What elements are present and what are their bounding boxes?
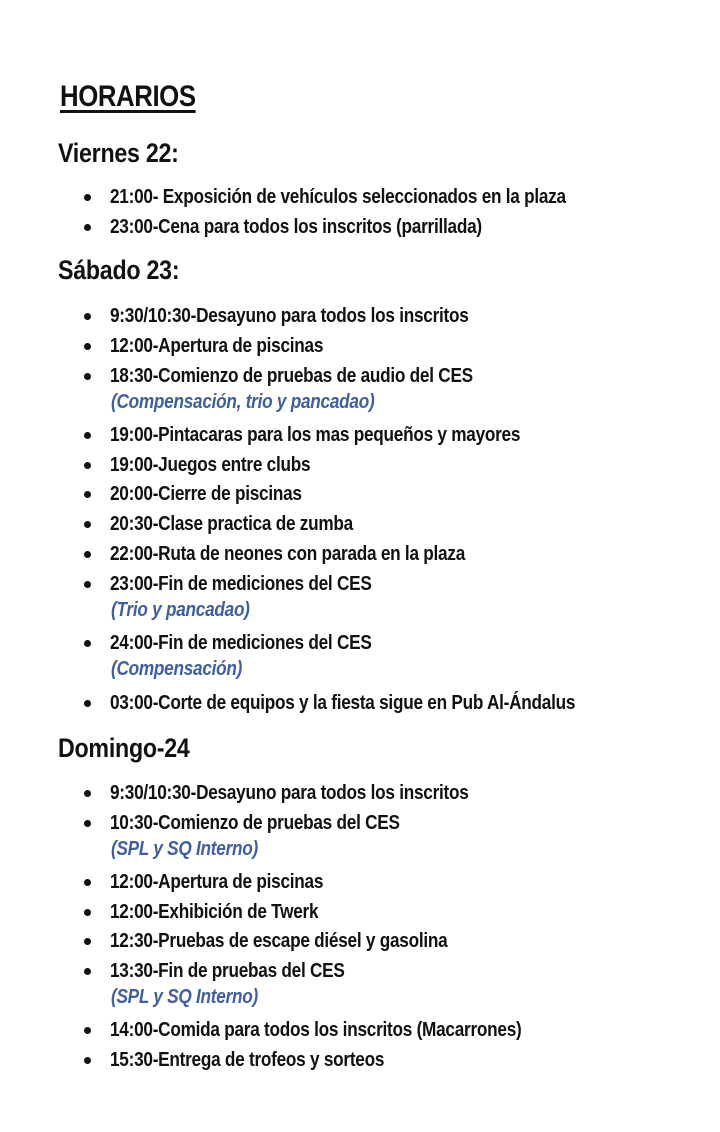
bullet-icon <box>84 313 91 320</box>
list-item <box>84 450 343 480</box>
list-item <box>84 926 502 956</box>
list-item <box>84 212 542 242</box>
item-text: 23:00-Fin de mediciones del CES <box>110 572 372 595</box>
item-text: 21:00- Exposición de vehículos seleccionados en la plaza <box>110 185 566 208</box>
bullet-icon <box>84 820 91 827</box>
item-text: 20:00-Cierre de piscinas <box>110 482 302 505</box>
bullet-icon <box>84 224 91 231</box>
bullet-icon <box>84 1057 91 1064</box>
item-text: 24:00-Fin de mediciones del CES <box>110 631 372 654</box>
list-item <box>84 301 527 331</box>
item-note: (SPL y SQ Interno) <box>111 838 258 860</box>
list-item <box>84 688 651 718</box>
bullet-icon <box>84 700 91 707</box>
bullet-icon <box>84 343 91 350</box>
list-item <box>84 361 532 391</box>
day-heading-sabado: Sábado 23: <box>58 255 180 285</box>
list-item <box>84 539 523 569</box>
item-note: (Compensación, trio y pancadao) <box>111 391 375 413</box>
item-text: 10:30-Comienzo de pruebas del CES <box>110 811 400 834</box>
list-item <box>84 182 640 212</box>
list-item <box>84 569 414 599</box>
list-item <box>84 479 333 509</box>
bullet-icon <box>84 551 91 558</box>
item-text: 9:30/10:30-Desayuno para todos los inscritos <box>110 781 469 804</box>
bullet-icon <box>84 462 91 469</box>
bullet-icon <box>84 521 91 528</box>
bullet-icon <box>84 640 91 647</box>
item-note: (SPL y SQ Interno) <box>111 986 258 1008</box>
item-text: 15:30-Entrega de trofeos y sorteos <box>110 1048 385 1071</box>
item-text: 13:30-Fin de pruebas del CES <box>110 959 345 982</box>
item-text: 9:30/10:30-Desayuno para todos los inscritos <box>110 304 469 327</box>
day-heading-domingo: Domingo-24 <box>58 733 190 763</box>
item-text: 12:00-Apertura de piscinas <box>110 870 324 893</box>
item-text: 22:00-Ruta de neones con parada en la plaza <box>110 542 466 565</box>
day-heading-viernes: Viernes 22: <box>58 138 179 168</box>
list-item <box>84 867 358 897</box>
list-item <box>84 628 414 658</box>
item-text: 14:00-Comida para todos los inscritos (Macarrones) <box>110 1018 522 1041</box>
bullet-icon <box>84 581 91 588</box>
list-item <box>84 509 393 539</box>
bullet-icon <box>84 790 91 797</box>
bullet-icon <box>84 1027 91 1034</box>
bullet-icon <box>84 938 91 945</box>
list-item <box>84 420 587 450</box>
bullet-icon <box>84 194 91 201</box>
item-text: 12:00-Exhibición de Twerk <box>110 900 319 923</box>
item-text: 19:00-Pintacaras para los mas pequeños y mayores <box>110 423 521 446</box>
bullet-icon <box>84 909 91 916</box>
list-item <box>84 1015 588 1045</box>
item-text: 23:00-Cena para todos los inscritos (parrillada) <box>110 215 482 238</box>
bullet-icon <box>84 968 91 975</box>
list-item <box>84 1045 429 1075</box>
list-item <box>84 808 447 838</box>
item-text: 20:30-Clase practica de zumba <box>110 512 353 535</box>
page-title: HORARIOS <box>60 80 196 113</box>
item-text: 12:30-Pruebas de escape diésel y gasolina <box>110 929 448 952</box>
list-item <box>84 956 383 986</box>
bullet-icon <box>84 432 91 439</box>
bullet-icon <box>84 879 91 886</box>
item-note: (Compensación) <box>111 658 243 680</box>
item-text: 12:00-Apertura de piscinas <box>110 334 324 357</box>
item-text: 03:00-Corte de equipos y la fiesta sigue en Pub Al-Ándalus <box>110 691 576 714</box>
item-text: 18:30-Comienzo de pruebas de audio del CES <box>110 364 473 387</box>
bullet-icon <box>84 491 91 498</box>
list-item <box>84 331 358 361</box>
list-item <box>84 897 352 927</box>
bullet-icon <box>84 373 91 380</box>
item-note: (Trio y pancadao) <box>111 599 250 621</box>
list-item <box>84 778 527 808</box>
item-text: 19:00-Juegos entre clubs <box>110 453 311 476</box>
